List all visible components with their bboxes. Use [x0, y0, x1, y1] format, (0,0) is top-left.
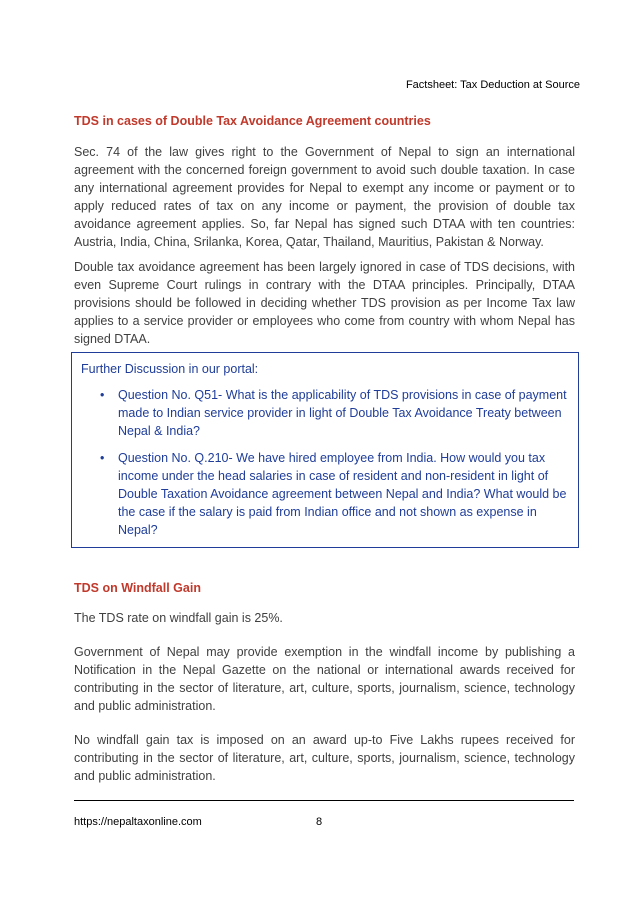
paragraph-windfall-rate: The TDS rate on windfall gain is 25%. — [74, 611, 283, 625]
discussion-item-text: Question No. Q.210- We have hired employee from India. How would you tax income under the head salaries in case of resident and non-resident in light of Double Taxation Avoidance agreement between Nepal and India? What would be the case if the salary is paid from Indian office and not shown as expense in Nepal? — [118, 451, 567, 537]
footer-url: https://nepaltaxonline.com — [74, 816, 202, 828]
further-discussion-title: Further Discussion in our portal: — [81, 362, 259, 376]
discussion-item-q51[interactable] — [100, 386, 570, 440]
page-number: 8 — [316, 816, 323, 828]
paragraph-windfall-award: No windfall gain tax is imposed on an award up-to Five Lakhs rupees received for contributing in the sector of literature, art, culture, sports, journalism, science, technology and public administration. — [74, 733, 575, 783]
discussion-item-q210[interactable] — [100, 449, 570, 539]
discussion-item-text: Question No. Q51- What is the applicability of TDS provisions in case of payment made to Indian service provider in light of Double Tax Avoidance Treaty between Nepal & India? — [118, 388, 567, 438]
section-title-windfall: TDS on Windfall Gain — [74, 581, 201, 595]
paragraph-windfall-exemption: Government of Nepal may provide exemption in the windfall income by publishing a Notification in the Nepal Gazette on the national or international awards received for contributing in the sector of literature, art, culture, sports, journalism, science, technology and public administration. — [74, 645, 575, 713]
page-header: Factsheet: Tax Deduction at Source — [405, 79, 580, 91]
paragraph-dtaa-ignored: Double tax avoidance agreement has been largely ignored in case of TDS decisions, with even Supreme Court rulings in contrary with the DTAA principles. Principally, DTAA provisions should be followed in deciding whether TDS provision as per Income Tax law applies to a service provider or employees who come from country with whom Nepal has signed DTAA. — [74, 260, 575, 346]
discussion-list — [100, 386, 570, 548]
bullet-icon: • — [100, 451, 105, 465]
section-title-dtaa: TDS in cases of Double Tax Avoidance Agreement countries — [74, 114, 431, 128]
further-discussion-box — [71, 352, 579, 548]
bullet-icon: • — [100, 388, 105, 402]
footer-divider — [74, 800, 574, 801]
paragraph-dtaa-law: Sec. 74 of the law gives right to the Government of Nepal to sign an international agreement with the concerned foreign government to avoid such double taxation. In case any international agreement provides for Nepal to exempt any income or payment or to apply reduced rates of tax on any income or payment, the provision of double tax avoidance agreement applies. So, far Nepal has signed such DTAA with ten countries: Austria, India, China, Srilanka, Korea, Qatar, Thailand, Mauritius, Pakistan & Norway. — [74, 145, 575, 249]
